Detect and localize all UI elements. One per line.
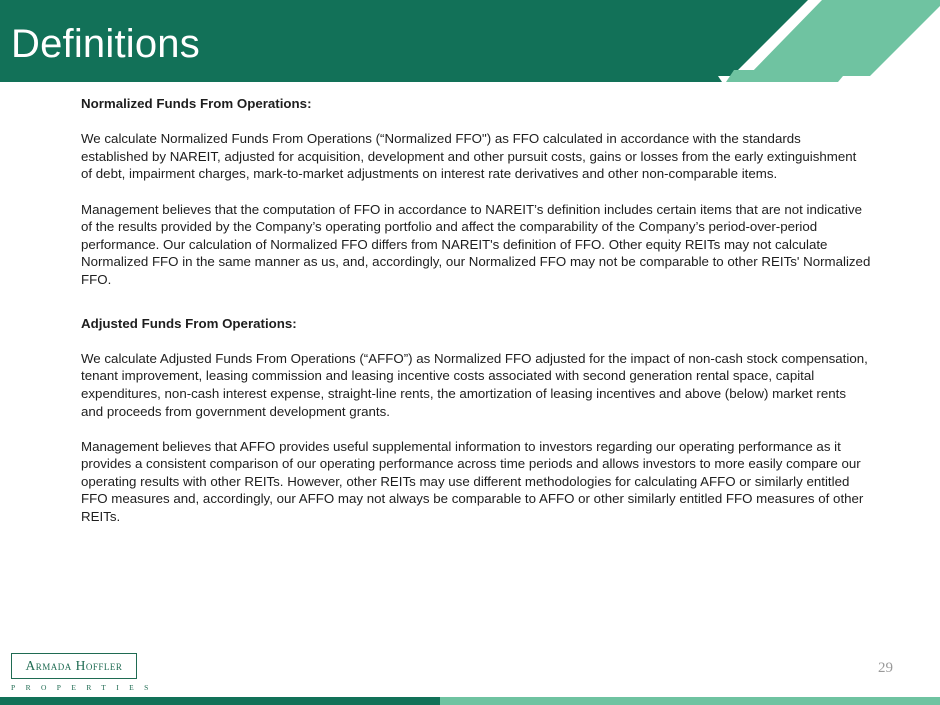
header-dark-underline: [0, 70, 722, 82]
definitions-content: [81, 95, 871, 526]
page-number: 29: [878, 660, 893, 676]
paragraph-normalized-ffo-definition: We calculate Normalized Funds From Operations (“Normalized FFO") as FFO calculated in accordance with the standards established by NAREIT, adjusted for acquisition, development and other pursuit costs, gains or losses from the early extinguishment of debt, impairment charges, mark-to-market adjustments on interest rate derivatives and other non-comparable items.: [81, 131, 857, 182]
logo-name: Armada Hoffler: [25, 658, 123, 673]
page-title: Definitions: [11, 22, 200, 66]
logo-frame: [11, 653, 137, 679]
section-heading-normalized-ffo: Normalized Funds From Operations:: [81, 96, 312, 111]
paragraph-affo-management: Management believes that AFFO provides useful supplemental information to investors regarding our operating performance as it provides a consistent comparison of our operating performance across time periods and allows investors to more easily compare our operating results with other REITs. However, other REITs may use different methodologies for calculating AFFO or similarly entitled FFO measures and, accordingly, our AFFO may not always be comparable to AFFO or other similarly entitled FFO measures of other REITs.: [81, 438, 864, 525]
section-heading-affo: Adjusted Funds From Operations:: [81, 315, 297, 331]
footer-bar-light: [440, 697, 940, 705]
armada-hoffler-logo: [11, 653, 159, 693]
paragraph-affo-definition: We calculate Adjusted Funds From Operations (“AFFO”) as Normalized FFO adjusted for the impact of non-cash stock compensation, tenant improvement, leasing commission and leasing incentive costs associated with second generation rental space, capital expenditures, non-cash interest expense, straight-line rents, the amortization of leasing incentives and above (below) market rents and proceeds from government development grants.: [81, 350, 868, 419]
footer-bar-dark: [0, 697, 440, 705]
logo-subtitle: PROPERTIES: [11, 683, 159, 692]
header-light-underline: [726, 70, 848, 82]
paragraph-normalized-ffo-management: Management believes that the computation of FFO in accordance to NAREIT’s definition includes certain items that are not indicative of the results provided by the Company’s operating portfolio and affect the comparability of the Company’s period-over-period performance. Our calculation of Normalized FFO differs from NAREIT's definition of FFO. Other equity REITs may not calculate Normalized FFO in the same manner as us, and, accordingly, our Normalized FFO may not be comparable to other REITs' Normalized FFO.: [81, 201, 871, 287]
